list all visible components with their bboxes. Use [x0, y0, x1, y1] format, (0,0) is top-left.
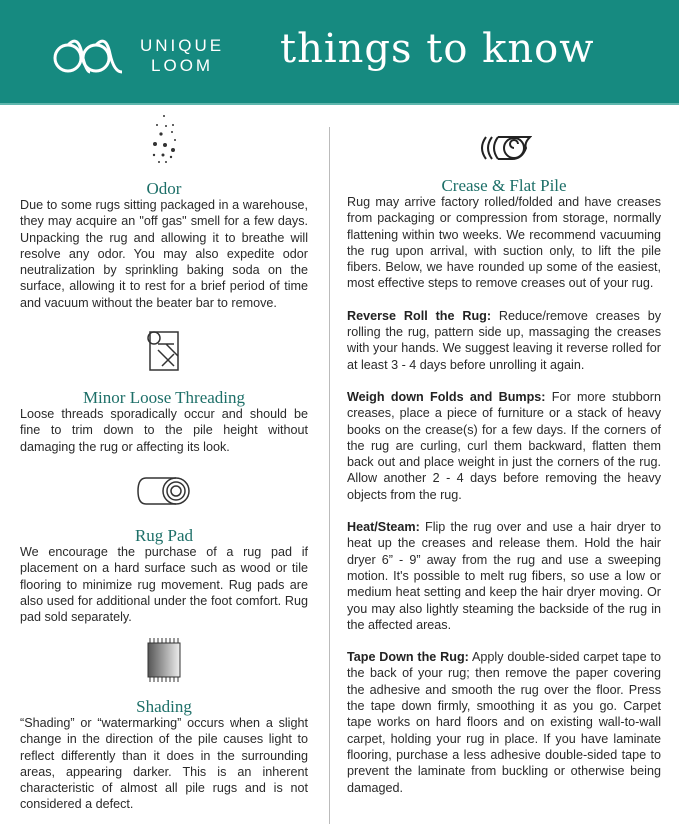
section-body: “Shading” or “watermarking” occurs when a slight change in the direction of the pile causes light to reflect differently than it does in the surrounding areas, appearing darker. This is an inherent characteristic of almost all pile rugs and is not considered a defect. [20, 716, 308, 812]
rug-thread-icon [144, 328, 184, 374]
section-body: Loose threads sporadically occur and should be fine to trim down to the pile height without damaging the rug or affecting its look. [20, 407, 308, 454]
section-body: Due to some rugs sitting packaged in a warehouse, they may acquire an "off gas" smell for a few days. Unpacking the rug and allowing it to breathe will resolve any odor. You may also expedite odor neutralization by sprinkling baking soda on the surface, allowing it to rest for a brief period of time and vacuum without the beater bar to remove. [20, 198, 308, 310]
tip-text: Apply double-sided carpet tape to the back of your rug; then remove the paper covering the adhesive and smooth the rug over the floor. Press the tape down firmly, smoothing it as you go. Carpet tape works on hard floors and on existing wall-to-wall carpet, holding your rug in place. If you have laminate flooring, purchase a less adhesive double-sided tape to prevent the laminate from buckling or otherwise being damaged. [347, 650, 662, 795]
tip-reverse-roll [347, 308, 661, 373]
page-title: things to know [280, 26, 595, 72]
tip-weigh-down [347, 389, 661, 503]
tip-heat-steam [347, 519, 661, 633]
section-title: Minor Loose Threading [82, 388, 246, 407]
section-odor [20, 113, 308, 311]
tip-label: Heat/Steam: [347, 520, 420, 535]
section-loose-threading [20, 328, 308, 455]
tip-text: For more stubborn creases, place a piece of furniture or a stack of heavy books on the crease(s) for a few days. If the corners of the rug are curling, curl them backward, flatten them back out and place weight in just the corners of the rug. Allow another 2 - 4 days before removing the heavy objects from the rug. [347, 389, 662, 502]
section-shading [20, 638, 308, 813]
tip-label: Weigh down Folds and Bumps: [347, 389, 546, 404]
header-banner [0, 0, 679, 105]
brand-line1: UNIQUE [140, 36, 225, 55]
tip-tape-down [347, 649, 661, 796]
dots-icon [144, 113, 184, 163]
column-divider [329, 127, 330, 824]
section-body: Rug may arrive factory rolled/folded and have creases from packaging or compression from storage, normally flattening within two weeks. We recommend vacuuming the rug upon arrival, with suction only, to lift the pile fibers. Below, we have rounded up some of the easiest, most effective steps to remove creases out of your rug. [347, 195, 661, 291]
brand-line2: LOOM [151, 56, 214, 75]
section-title: Shading [136, 697, 192, 716]
section-title: Odor [146, 179, 182, 198]
section-rug-pad [20, 476, 308, 625]
section-crease [347, 135, 661, 796]
tip-label: Tape Down the Rug: [347, 650, 469, 665]
shading-rug-icon [142, 638, 186, 682]
rolled-rug-icon [476, 135, 532, 161]
unique-loom-logo-icon [52, 34, 132, 76]
tip-text: Flip the rug over and use a hair dryer to heat up the creases and release them. Hold the hair dryer 6” - 9” away from the rug and use a sweeping motion. It's possible to melt rug fibers, so use a low or medium heat setting and keep the hair dryer moving. Or you may also lightly steaming the backside of the rug in the affected areas. [347, 520, 661, 632]
tip-label: Reverse Roll the Rug: [347, 308, 492, 323]
tip-text: Reduce/remove creases by rolling the rug, pattern side up, massaging the creases with your hands. We suggest leaving it reverse rolled for at least 3 - 4 days before unrolling it again. [347, 308, 661, 372]
section-title: Crease & Flat Pile [441, 176, 567, 195]
section-body: We encourage the purchase of a rug pad if placement on a hard surface such as wood or tile flooring to minimize rug movement. Rug pads are also used for additional under the foot comfort. Rug pad sold separately. [20, 545, 308, 625]
section-title: Rug Pad [134, 526, 194, 545]
rug-pad-icon [136, 476, 192, 506]
brand-name [140, 36, 224, 76]
